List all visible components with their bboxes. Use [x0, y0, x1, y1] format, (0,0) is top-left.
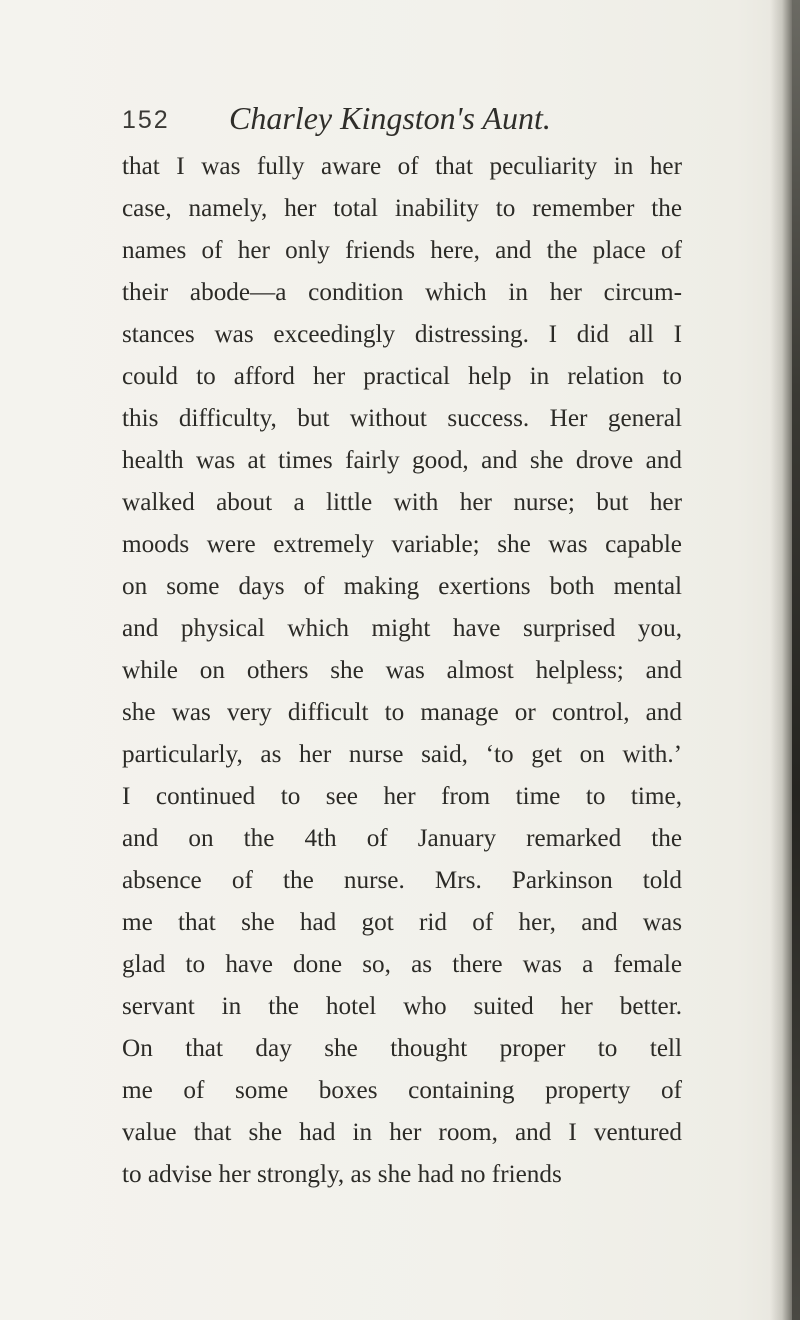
text-line: case, namely, her total inability to remember the: [122, 195, 682, 222]
page-edge-shadow: [770, 0, 800, 1320]
text-line: glad to have done so, as there was a female: [122, 951, 682, 978]
page-number: 152: [122, 106, 170, 134]
text-line: servant in the hotel who suited her better.: [122, 993, 682, 1020]
text-line: particularly, as her nurse said, ‘to get on with.’: [122, 741, 682, 768]
running-title: Charley Kingston's Aunt.: [229, 100, 551, 136]
text-line: On that day she thought proper to tell: [122, 1035, 682, 1062]
text-line: she was very difficult to manage or control, and: [122, 699, 682, 726]
body-text: [122, 146, 682, 1196]
text-line: walked about a little with her nurse; but her: [122, 489, 682, 516]
text-line: while on others she was almost helpless; and: [122, 657, 682, 684]
text-line: to advise her strongly, as she had no friends: [122, 1161, 562, 1188]
text-line: and physical which might have surprised you,: [122, 615, 682, 642]
text-line: me of some boxes containing property of: [122, 1077, 682, 1104]
text-line: and on the 4th of January remarked the: [122, 825, 682, 852]
text-line: absence of the nurse. Mrs. Parkinson told: [122, 867, 682, 894]
text-line: moods were extremely variable; she was capable: [122, 531, 682, 558]
text-line: their abode—a condition which in her circum-: [122, 279, 682, 306]
text-line: I continued to see her from time to time,: [122, 783, 682, 810]
text-line: on some days of making exertions both mental: [122, 573, 682, 600]
text-line: names of her only friends here, and the place of: [122, 237, 682, 264]
text-line: stances was exceedingly distressing. I did all I: [122, 321, 682, 348]
text-line: value that she had in her room, and I ventured: [122, 1119, 682, 1146]
page-header: [122, 100, 682, 142]
text-line: could to afford her practical help in relation to: [122, 363, 682, 390]
text-line: that I was fully aware of that peculiarity in her: [122, 153, 682, 180]
text-line: health was at times fairly good, and she drove and: [122, 447, 682, 474]
text-line: this difficulty, but without success. Her general: [122, 405, 682, 432]
text-line: me that she had got rid of her, and was: [122, 909, 682, 936]
